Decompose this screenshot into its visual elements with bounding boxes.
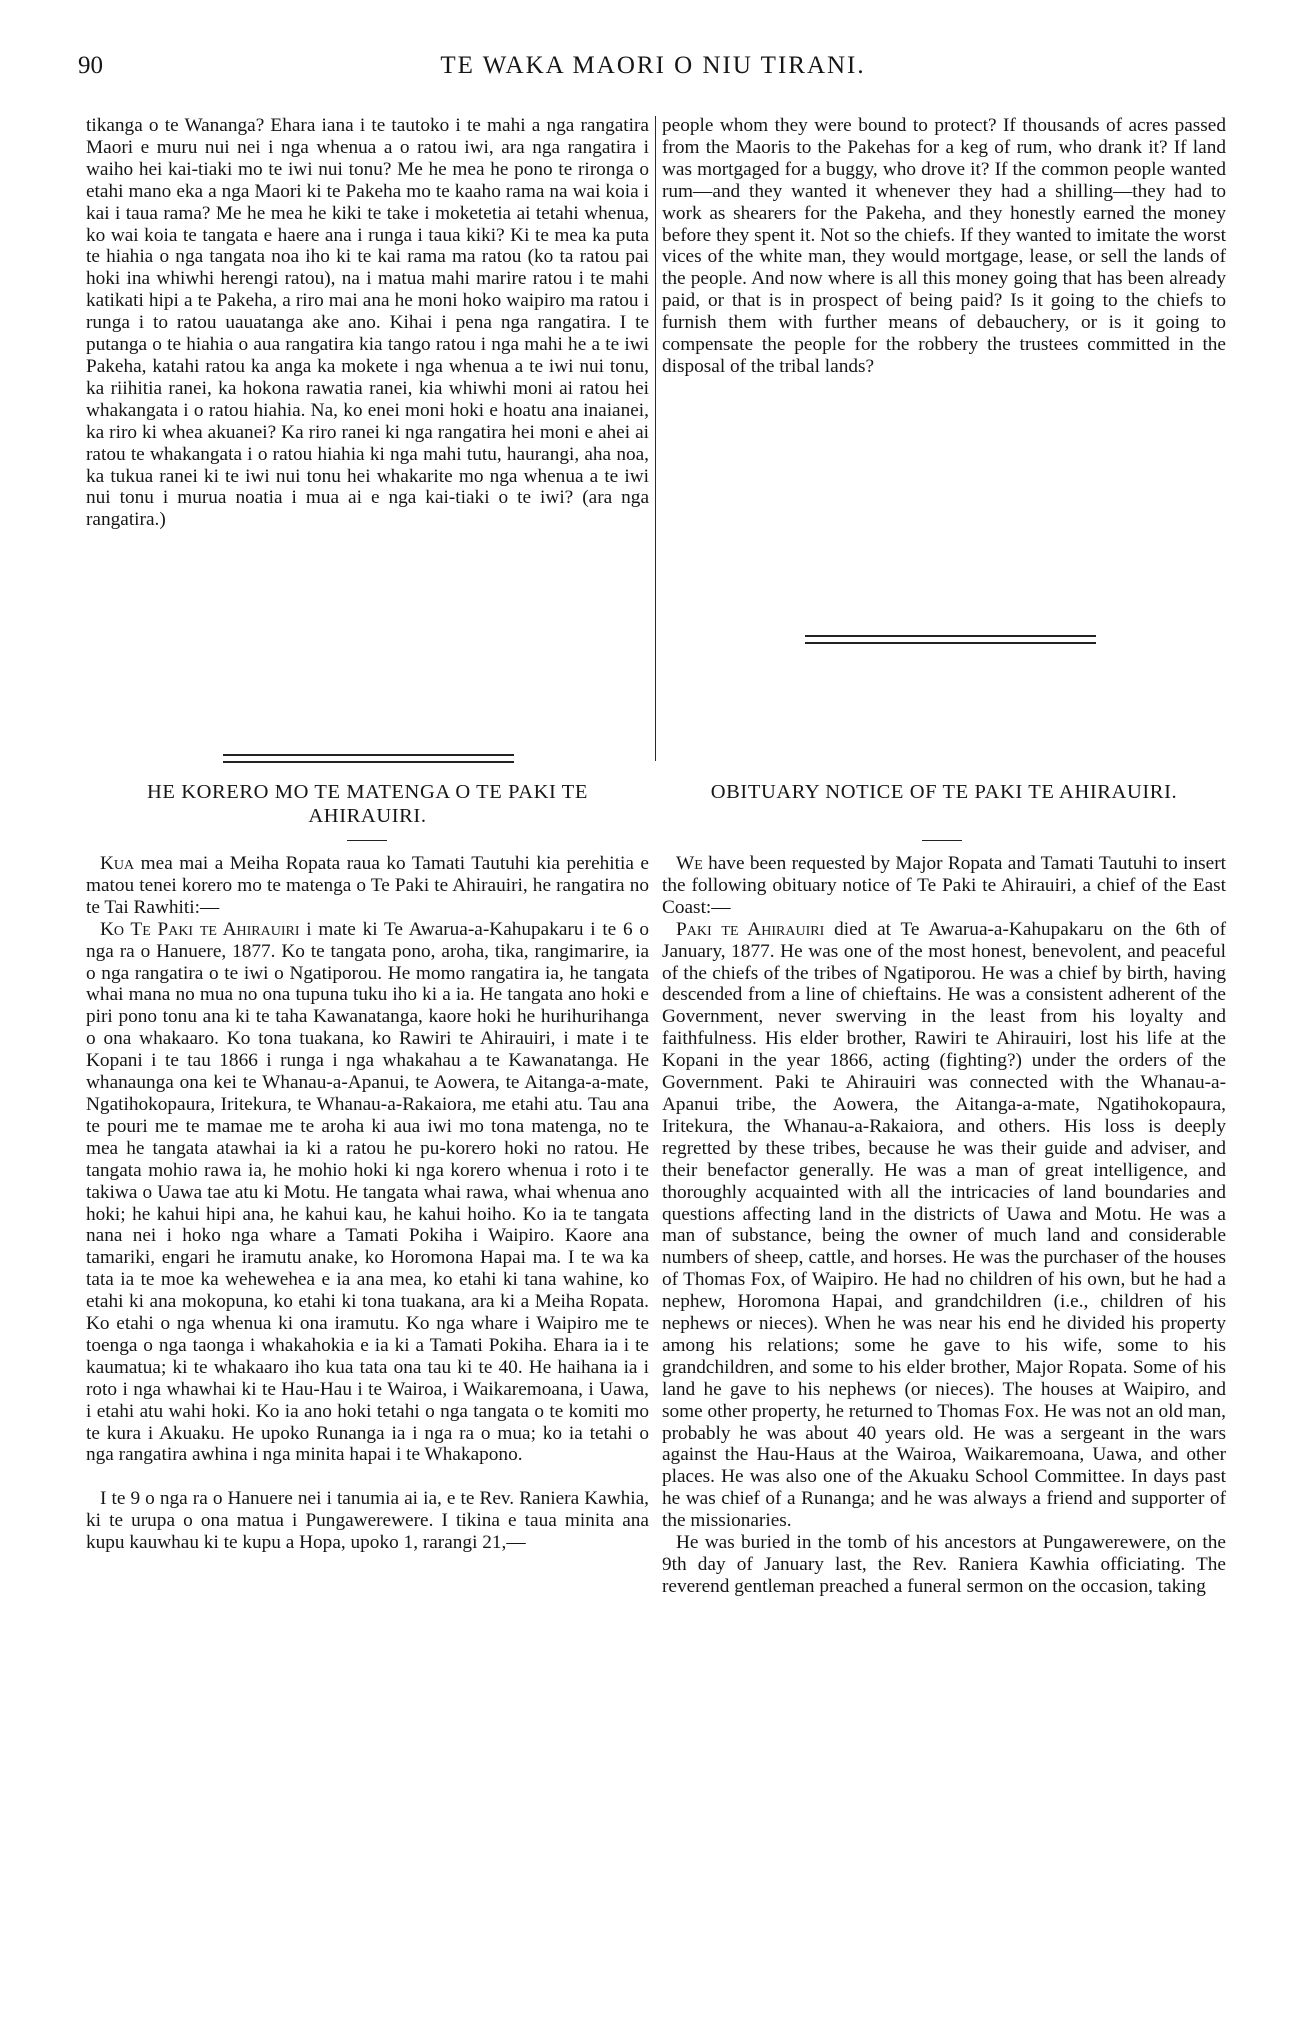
right-p1-text: have been requested by Major Ropata and Tamati Tautuhi to insert the following obituary notice of Te Paki te Ahirauiri, a chief of the East Coast:— — [662, 853, 1226, 918]
maori-editorial-paragraph: tikanga o te Wananga? Ehara iana i te tautoko i te mahi a nga rangatira Maori e muru nui nei i nga whenua a o ratou iwi, ara nga rangatira i waiho hei kai-tiaki mo te iwi nui tonu? Me he mea he pono te rironga o etahi mano eka a nga Maori ki te Pakeha mo te kaaho rama na wai koia i kai i taua rama? Me he mea he kiki te take i moketetia ai tetahi whenua, ko wai koia te tangata e haere ana i runga i taua kiki? Ki te mea ka puta te hiahia o nga tangata noa iho ki te kai rama ma ratou (ko ta ratou pai hoki ina whiwhi herengi ratou), na i matua mahi marire ratou i te mahi katikati hipi a te Pakeha, a riro mai ana he moni hoko waipiro ma ratou i runga i to ratou uauatanga ake ano. Kihai i pena nga rangatira. I te putanga o te hiahia o aua rangatira kia tango ratou i nga mahi he a te iwi Pakeha, katahi ratou ka anga ka mokete i nga whenua a te iwi nui tonu, ka riihitia ranei, ka hokona rawatia ranei, kia whiwhi moni ai ratou hei whakangata i o ratou hiahia. Na, ko enei moni hoki e hoatu ana inaianei, ka riro ki whea akuanei? Ka riro ranei ki nga rangatira hei moni e ahei ai ratou te whakangata i o ratou hiahia ki nga mahi tutu, haurangi, aha noa, ka tukua ranei ki te iwi nui tonu hei whakarite mo nga whenua a te iwi nui tonu i murua noatia i mua ai e nga kai-tiaki o te iwi? (ara nga rangatira.) — [86, 115, 649, 531]
right-p2-lead: Paki te Ahirauiri — [676, 918, 825, 940]
right-body-paragraph-3: He was buried in the tomb of his ancestors at Pungawerewere, on the 9th day of January last, the Rev. Raniera Kawhia officiating. The reverend gentleman preached a funeral sermon on the occasion, taking — [662, 1532, 1226, 1597]
page-number: 90 — [78, 52, 103, 79]
left-article-heading: HE KORERO MO TE MATENGA O TE PAKI TE AHIRAUIRI. — [146, 781, 589, 827]
left-p2-text: i mate ki Te Awarua-a-Kahupakaru i te 6 o nga ra o Hanuere, 1877. Ko te tangata pono, aroha, tika, rangimarire, ia o nga rangatira o te iwi o Ngatiporou. He momo rangatira ia, he tangata whai mana no mua no ona tupuna tuku iho ki a ia. He tangata ano hoki e piri pono tonu ana ki te taha Kawanatanga, kaore hoki he hurihurihanga o ona whakaaro. Ko tona tuakana, ko Rawiri te Ahirauiri, i mate i te Kopani i te tau 1866 i runga i nga whakahau a te Kawanatanga. He whanaunga ona kei te Whanau-a-Apanui, te Aowera, te Aitanga-a-mate, Ngatihokopaura, Iritekura, te Whanau-a-Rakaiora, me etahi atu. Tau ana te pouri me te mamae me te aroha ki aua iwi mo tona matenga, no te mea he tangata atawhai ia ki a ratou he pu-korero hoki no ratou. He tangata mohio rawa ia, he mohio hoki ki nga korero whenua i roto i te takiwa o Uawa tae atu ki Motu. He tangata whai rawa, whai whenua ano hoki; he kahui hipi ana, he kahui kau, he kahui hoiho. Ko ia te tangata nana nei i hoko nga whare a Tamati Pokiha i Waipiro. Kaore ana tamariki, engari he iramutu anake, ko Horomona Hapai ma. I te wa ka tata ia te moe ka wehewehea e ia ana mea, ko etahi ki tana wahine, ko etahi ki ana mokopuna, ko etahi ki tona tuakana, ara ki a Meiha Ropata. Ko etahi o nga whenua ki ona iramutu. Ko nga whare i Waipiro me te toenga o nga taonga i whakahokia e ia ki a Tamati Pokiha. Ehara ia i te kaumatua; ki te whakaaro iho kua tata ona tau ki te 40. He haihana ia i roto i nga whawhai ki te Hau-Hau i te Wairoa, i Waikaremoana, i Uawa, i etahi atu wahi hoki. Ko ia ano hoki tetahi o nga tangata o te komiti mo te kura i Akuaku. He upoko Runanga ia i nga ra o mua; ko ia tetahi o nga rangatira awhina i nga minita hapai i te Whakapono. — [86, 918, 649, 1466]
left-p1-text: mea mai a Meiha Ropata raua ko Tamati Tautuhi kia perehitia e matou tenei korero mo te matenga o Te Paki te Ahirauiri, he rangatira no te Tai Rawhiti:— — [86, 853, 649, 918]
right-p1-lead: We — [676, 853, 703, 874]
right-article-heading: OBITUARY NOTICE OF TE PAKI TE AHIRAUIRI. — [710, 781, 1178, 803]
right-section-separator — [805, 635, 1096, 644]
column-divider — [655, 116, 656, 761]
left-p1-lead: Kua — [100, 853, 135, 874]
left-column-top — [86, 115, 649, 531]
right-body-paragraph-2 — [662, 919, 1226, 1532]
running-header — [78, 52, 1228, 88]
right-column-top — [662, 115, 1226, 378]
left-p2-lead: Ko Te Paki te Ahirauiri — [100, 918, 300, 940]
left-heading-dash — [347, 840, 387, 841]
left-article-body — [86, 853, 649, 1554]
left-body-paragraph-2 — [86, 919, 649, 1467]
page-title: TE WAKA MAORI O NIU TIRANI. — [440, 52, 866, 79]
left-body-paragraph-1 — [86, 853, 649, 919]
left-section-separator — [223, 754, 514, 763]
right-p2-text: died at Te Awarua-a-Kahupakaru on the 6th of January, 1877. He was one of the most honest, benevolent, and peaceful of the chiefs of the tribes of Ngatiporou. He was a chief by birth, having descended from a line of chieftains. He was a consistent adherent of the Government, never swerving in the least from his loyalty and faithfulness. His elder brother, Rawiri te Ahirauiri, lost his life at the Kopani in the year 1866, acting (fighting?) under the orders of the Government. Paki te Ahirauiri was connected with the Whanau-a-Apanui tribe, the Aowera, the Aitanga-a-mate, Ngatihokopaura, Iritekura, the Whanau-a-Rakaiora, and others. His loss is deeply regretted by these tribes, because he was their guide and adviser, and their benefactor generally. He was a man of great intelligence, and thoroughly acquainted with all the intricacies of land boundaries and questions affecting land in the districts of Uawa and Motu. He was a man of substance, being the owner of much land and considerable numbers of sheep, cattle, and horses. He was the purchaser of the houses of Thomas Fox, of Waipiro. He had no children of his own, but he had a nephew, Horomona Hapai, and grandchildren (i.e., children of his nephews or nieces). When he was near his end he divided his property among his relations; some he gave to his wife, some to his grandchildren, and some to his elder brother, Major Ropata. Some of his land he gave to his nephews (or nieces). The houses at Waipiro, and some other property, he returned to Thomas Fox. He was not an old man, probably he was about 40 years old. He was a sergeant in the wars against the Hau-Haus at the Wairoa, Waikaremoana, Uawa, and other places. He was also one of the Akuaku School Committee. In days past he was chief of a Runanga; and he was always a friend and supporter of the missionaries. — [662, 918, 1226, 1532]
left-body-paragraph-3: I te 9 o nga ra o Hanuere nei i tanumia ai ia, e te Rev. Raniera Kawhia, ki te urupa o ona matua i Pungawerewere. I tikina e taua minita ana kupu kauwhau ki te kupu a Hopa, upoko 1, rarangi 21,— — [86, 1488, 649, 1554]
right-heading-dash — [922, 840, 962, 841]
right-body-paragraph-1 — [662, 853, 1226, 919]
right-article-body — [662, 853, 1226, 1598]
english-editorial-paragraph: people whom they were bound to protect? If thousands of acres passed from the Maoris to the Pakehas for a keg of rum, who drank it? If land was mortgaged for a buggy, who drove it? If the common people wanted rum—and they wanted it whenever they had a shilling—they had to work as shearers for the Pakeha, and they honestly earned the money before they spent it. Not so the chiefs. If they wanted to imitate the worst vices of the white man, they would mortgage, lease, or sell the lands of the people. And now where is all this money going that has been already paid, or that is in prospect of being paid? Is it going to the chiefs to furnish them with further means of debauchery, or is it going to compensate the people for the robbery the trustees committed in the disposal of the tribal lands? — [662, 115, 1226, 377]
